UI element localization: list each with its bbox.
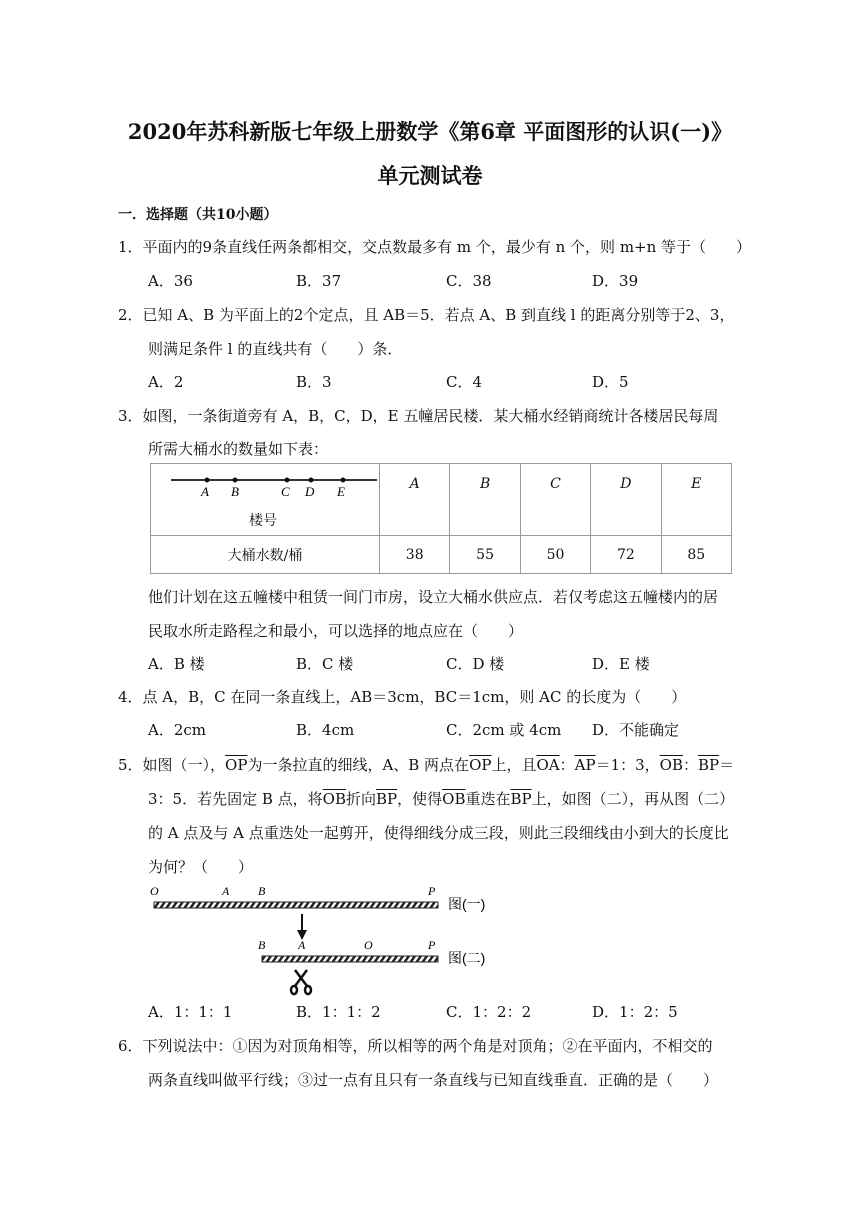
q3-stem-2: 所需大桶水的数量如下表： [148, 440, 329, 458]
segment-ob: $\overline{OB}$ [659, 756, 683, 774]
street-point-d: D [305, 484, 315, 499]
q6-stem-1: 6．下列说法中：①因为对顶角相等，所以相等的两个角是对顶角；②在平面内，不相交的 [118, 1037, 713, 1055]
q3-header-label: 楼号 [249, 513, 277, 529]
fig2-point-a: A [298, 938, 306, 952]
q3-col-c: C [520, 464, 590, 536]
q2-option-d: D．5 [592, 373, 629, 391]
q3-after-2: 民取水所走路程之和最小，可以选择的地点应在（ ） [148, 622, 524, 640]
street-point-b: B [231, 484, 239, 499]
q2-option-a: A．2 [148, 373, 184, 391]
segment-ap: $\overline{AP}$ [574, 756, 596, 774]
title-line-1: 2020年苏科新版七年级上册数学《第6章 平面图形的认识(一)》 [127, 119, 733, 144]
fig2-point-p: P [428, 938, 436, 952]
q3-after-1: 他们计划在这五幢楼中租赁一间门市房，设立大桶水供应点．若仅考虑这五幢楼内的居 [148, 588, 719, 606]
street-point-a: A [201, 484, 209, 499]
q3-col-b: B [450, 464, 520, 536]
q1-stem: 1．平面内的9条直线任两条都相交，交点数最多有 m 个，最少有 n 个，则 m+n 等于（ ） [118, 238, 752, 256]
q2-option-c: C．4 [446, 373, 483, 391]
q3-value-b: 55 [450, 536, 520, 574]
segment-oa: $\overline{OA}$ [536, 756, 560, 774]
q6-stem-2: 两条直线叫做平行线；③过一点有且只有一条直线与已知直线垂直．正确的是（ ） [148, 1071, 719, 1089]
q4-option-c: C．2cm 或 4cm [446, 721, 562, 739]
q1-option-d: D．39 [592, 272, 639, 290]
q4-option-a: A．2cm [148, 721, 207, 739]
fig1-point-b: B [258, 884, 266, 898]
fig2-label: 图(二) [448, 950, 486, 966]
q1-option-b: B．37 [296, 272, 342, 290]
q3-value-e: 85 [661, 536, 731, 574]
q5-stem-3: 的 A 点及与 A 点重迭处一起剪开，使得细线分成三段，则此三段细线由小到大的长度比 [148, 824, 729, 842]
q4-option-d: D．不能确定 [592, 721, 680, 739]
q5-stem-4: 为何？（ ） [148, 858, 254, 876]
q5-option-c: C．1：2：2 [446, 1003, 532, 1021]
q3-row-label: 大桶水数/桶 [151, 536, 380, 574]
fig1-label: 图(一) [448, 896, 486, 912]
street-point-e: E [337, 484, 345, 499]
q5-option-a: A．1：1：1 [148, 1003, 233, 1021]
segment-bp: $\overline{BP}$ [698, 756, 720, 774]
q2-stem-2: 则满足条件 l 的直线共有（ ）条． [148, 340, 403, 358]
q3-col-a: A [380, 464, 450, 536]
q3-col-e: E [661, 464, 731, 536]
q3-table-header-cell [151, 464, 380, 536]
q3-option-c: C．D 楼 [446, 655, 505, 673]
q3-value-c: 50 [520, 536, 590, 574]
q4-option-b: B．4cm [296, 721, 355, 739]
title-line-2: 单元测试卷 [377, 163, 483, 188]
fig2-point-o: O [364, 938, 373, 952]
street-point-c: C [281, 484, 290, 499]
q5-stem-2: 3：5．若先固定 B 点，将$\overline{OB}$折向$\overline{BP}$，使得$\overline{OB}$重迭在$\overline{BP}$上，如图（二），再从图（二） [148, 790, 735, 808]
q2-stem-1: 2．已知 A、B 为平面上的2个定点，且 AB＝5．若点 A、B 到直线 l 的距离分别等于2、3， [118, 306, 735, 324]
fig2-point-b: B [258, 938, 266, 952]
section-heading: 一．选择题（共10小题） [118, 207, 278, 223]
q3-col-d: D [591, 464, 661, 536]
q5-thread-figure [150, 878, 490, 996]
q3-stem-1: 3．如图，一条街道旁有 A，B，C，D，E 五幢居民楼．某大桶水经销商统计各楼居民每周 [118, 407, 719, 425]
fig1-point-a: A [222, 884, 230, 898]
fig1-point-p: P [428, 884, 436, 898]
q4-stem: 4．点 A，B，C 在同一条直线上，AB＝3cm，BC＝1cm，则 AC 的长度为（ ） [118, 688, 687, 706]
q5-option-b: B．1：1：2 [296, 1003, 381, 1021]
q3-value-d: 72 [591, 536, 661, 574]
q5-option-d: D．1：2：5 [592, 1003, 678, 1021]
q2-option-b: B．3 [296, 373, 332, 391]
fig1-point-o: O [150, 884, 159, 898]
q3-option-a: A．B 楼 [148, 655, 205, 673]
q3-water-table [150, 463, 732, 574]
q5-stem-1: 5．如图（一），$\overline{OP}$为一条拉直的细线，A、B 两点在$\overline{OP}$上，且$\overline{OA}$：$\overline{AP}=1$：3，$\overline{OB}$：$\overline{BP}=$ [118, 756, 735, 774]
segment-op: $\overline{OP}$ [225, 756, 248, 774]
scissors-icon [291, 970, 311, 994]
q1-option-a: A．36 [148, 272, 193, 290]
q3-option-d: D．E 楼 [592, 655, 650, 673]
q3-option-b: B．C 楼 [296, 655, 354, 673]
q1-option-c: C．38 [446, 272, 492, 290]
q3-value-a: 38 [380, 536, 450, 574]
